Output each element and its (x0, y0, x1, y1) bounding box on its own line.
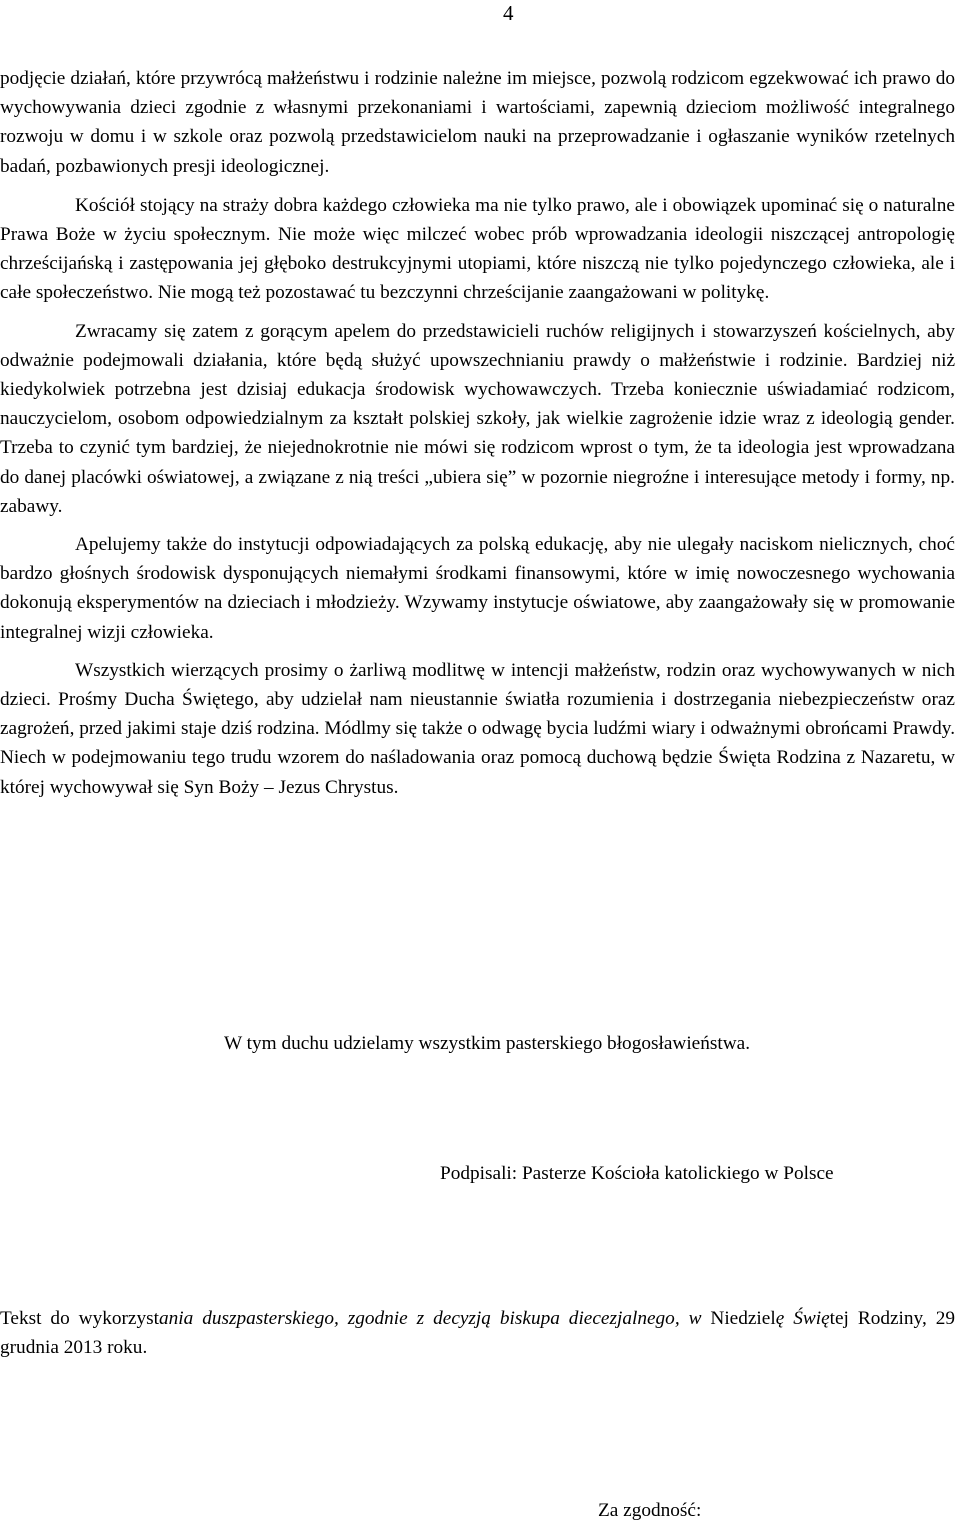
letter-body (0, 64, 955, 802)
page-number: 4 (503, 1, 514, 25)
usage-note (0, 1304, 955, 1362)
paragraph-2: Kościół stojący na straży dobra każdego człowieka ma nie tylko prawo, ale i obowiązek upominać się o naturalne Prawa Boże w życiu społecznym. Nie może więc milczeć wobec prób wprowadzania ideologii niszczącej antropologię chrześcijańską i zastępowania jej głęboko destrukcyjnymi utopiami, które niszczą nie tylko pojedynczego człowieka, ale i całe społeczeństwo. Nie mogą też pozostawać tu bezczynni chrześcijanie zaangażowani w politykę. (0, 194, 955, 304)
paragraph-5: Wszystkich wierzących prosimy o żarliwą modlitwę w intencji małżeństw, rodzin oraz wychowywanych w nich dzieci. Prośmy Ducha Świętego, aby udzielał nam nieustannie światła rozumienia i dostrzegania niebezpieczeństw oraz zagrożeń, przed jakimi staje dziś rodzina. Módlmy się także o odwagę bycia ludźmi wiary i odważnymi obrońcami Prawdy. Niech w podejmowaniu tego trudu wzorem do naśladowania oraz pomocą duchową będzie Święta Rodzina z Nazaretu, w której wychowywał się Syn Boży – Jezus Chrystus. (0, 659, 956, 798)
signature-line: Podpisali: Pasterze Kościoła katolickiego w Polsce (440, 1163, 834, 1184)
usage-note-part-3: Niedziel (701, 1308, 776, 1329)
paragraph-4: Apelujemy także do instytucji odpowiadających za polską edukację, aby nie ulegały naciskom nielicznych, choć bardzo głośnych środowisk dysponujących niemałymi środkami finansowymi, które w imię nowoczesnego wychowania dokonują eksperymentów na dzieciach i młodzieży. Wzywamy instytucje oświatowe, aby zaangażowały się w promowanie integralnej wizji człowieka. (0, 534, 955, 643)
usage-note-part-2: ania duszpasterskiego, zgodnie z decyzją biskupa diecezjalnego, w (159, 1308, 702, 1329)
paragraph-3: Zwracamy się zatem z gorącym apelem do przedstawicieli ruchów religijnych i stowarzyszeń kościelnych, aby odważnie podejmowali działania, które będą służyć upowszechnianiu prawdy o małżeństwie i rodzinie. Bardziej niż kiedykolwiek potrzebna jest dzisiaj edukacja środowisk wychowawczych. Trzeba koniecznie uświadamiać rodzicom, nauczycielom, osobom odpowiedzialnym za kształt polskiej szkoły, jak wielkie zagrożenie idzie wraz z ideologią gender. Trzeba to czynić tym bardziej, że niejednokrotnie nie mówi się rodzicom wprost o tym, że ta ideologia jest wprowadzana do danej placówki oświatowej, a związane z nią treści „ubiera się” w pozornie niegroźne i interesujące metody i formy, np. zabawy. (0, 320, 955, 517)
blessing-line: W tym duchu udzielamy wszystkim pasterskiego błogosławieństwa. (224, 1033, 751, 1054)
usage-note-part-5: tej Rodziny, 29 grudnia 2013 roku. (0, 1308, 955, 1359)
usage-note-part-4: ę Świę (775, 1308, 830, 1329)
usage-note-part-1: Tekst do wykorzyst (0, 1308, 159, 1329)
certification-label: Za zgodność: (598, 1500, 702, 1521)
paragraph-1: podjęcie działań, które przywrócą małżeństwu i rodzinie należne im miejsce, pozwolą rodzicom egzekwować ich prawo do wychowywania dzieci zgodnie z własnymi przekonaniami i wartościami, zapewnią dzieciom możliwość integralnego rozwoju w domu i w szkole oraz pozwolą przedstawicielom nauki na przeprowadzanie i ogłaszanie wyników rzetelnych badań, pozbawionych presji ideologicznej. (0, 68, 955, 177)
